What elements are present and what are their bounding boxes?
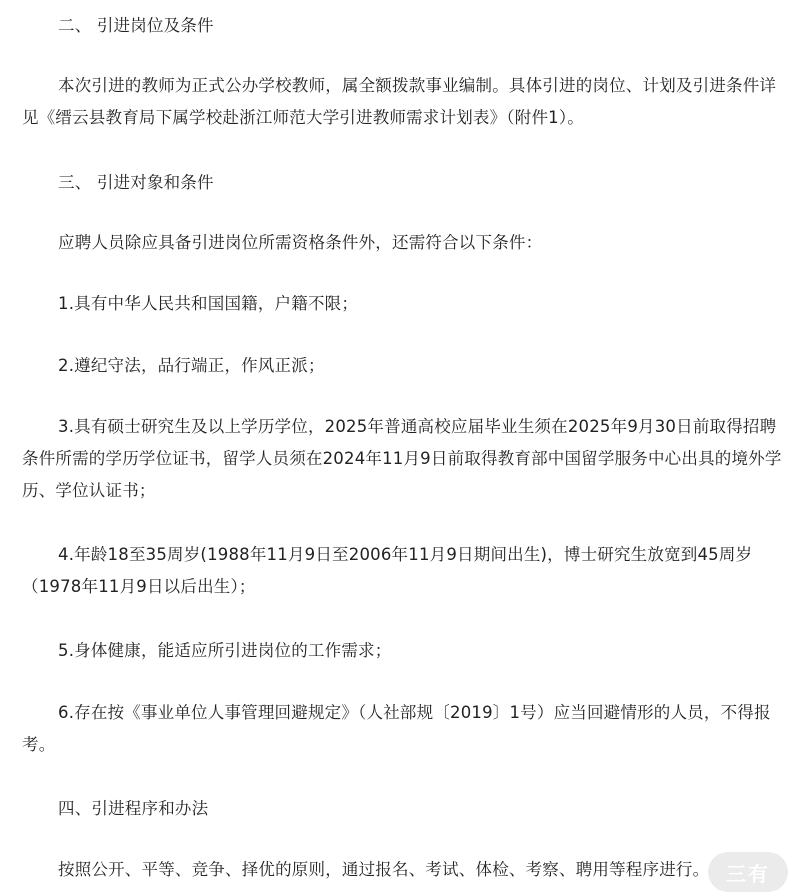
section-4-heading: 四、引进程序和办法 [58,799,209,818]
condition-item-3: 3.具有硕士研究生及以上学历学位，2025年普通高校应届毕业生须在2025年9月30日前取得招聘条件所需的学历学位证书，留学人员须在2024年11月9日前取得教育部中国留学服务中心出具的境外学历、学位认证书； [22,417,782,500]
condition-item-5: 5.身体健康，能适应所引进岗位的工作需求； [58,641,392,660]
condition-item-1: 1.具有中华人民共和国国籍，户籍不限； [58,294,359,313]
condition-item-6: 6.存在按《事业单位人事管理回避规定》（人社部规〔2019〕1号）应当回避情形的人员，不得报考。 [22,703,771,754]
section-3-heading: 三、 引进对象和条件 [58,173,214,192]
condition-item-4: 4.年龄18至35周岁(1988年11月9日至2006年11月9日期间出生)，博士研究生放宽到45周岁（1978年11月9日以后出生）； [22,545,753,596]
watermark-logo: 三有 [708,852,788,892]
section-2-body: 本次引进的教师为正式公办学校教师，属全额拨款事业编制。具体引进的岗位、计划及引进条件详见《缙云县教育局下属学校赴浙江师范大学引进教师需求计划表》（附件1）。 [22,76,777,127]
section-4-body: 按照公开、平等、竞争、择优的原则，通过报名、考试、体检、考察、聘用等程序进行。 [58,860,710,879]
section-3-intro: 应聘人员除应具备引进岗位所需资格条件外，还需符合以下条件： [58,233,543,252]
condition-item-2: 2.遵纪守法，品行端正，作风正派； [58,356,325,375]
section-2-heading: 二、 引进岗位及条件 [58,16,214,35]
